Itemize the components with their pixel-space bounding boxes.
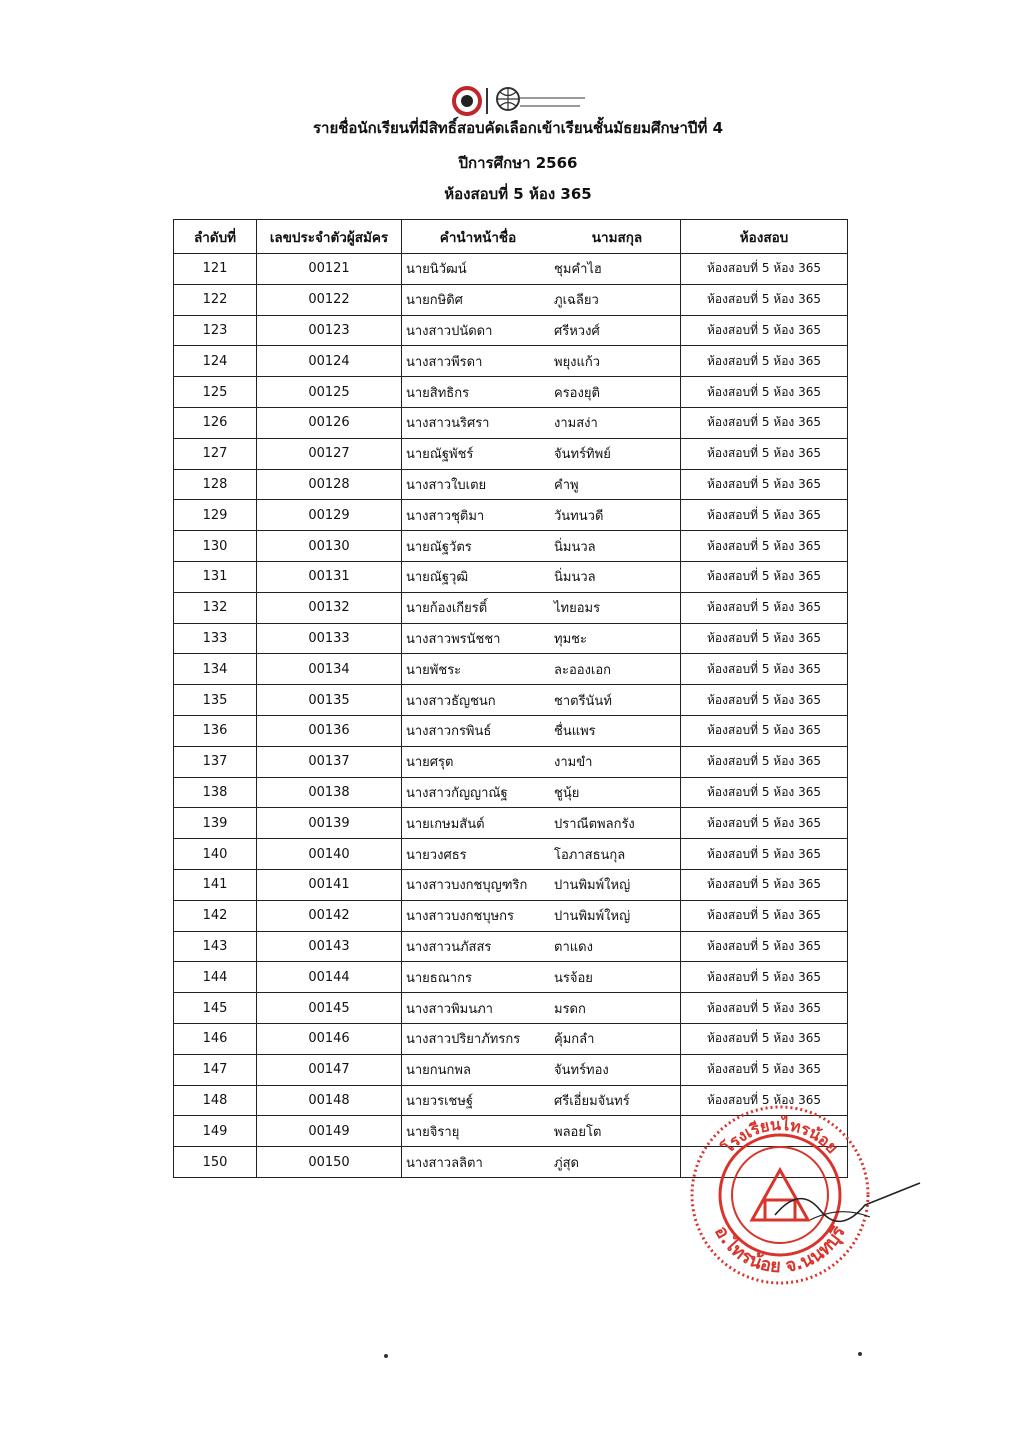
row-exam-room: ห้องสอบที่ 5 ห้อง 365 [681, 715, 848, 746]
row-name-cell [402, 1085, 681, 1116]
row-exam-room: ห้องสอบที่ 5 ห้อง 365 [681, 377, 848, 408]
row-name: นายธณากร [406, 970, 472, 986]
row-order: 136 [174, 715, 257, 746]
row-order: 124 [174, 346, 257, 377]
row-name-cell [402, 346, 681, 377]
table-row [174, 407, 848, 438]
row-applicant-id: 00137 [257, 746, 402, 777]
row-exam-room: ห้องสอบที่ 5 ห้อง 365 [681, 900, 848, 931]
row-order: 139 [174, 808, 257, 839]
row-applicant-id: 00142 [257, 900, 402, 931]
row-exam-room: ห้องสอบที่ 5 ห้อง 365 [681, 284, 848, 315]
row-applicant-id: 00144 [257, 962, 402, 993]
row-exam-room: ห้องสอบที่ 5 ห้อง 365 [681, 685, 848, 716]
row-applicant-id: 00150 [257, 1147, 402, 1178]
table-row [174, 531, 848, 562]
table-row [174, 346, 848, 377]
row-order: 128 [174, 469, 257, 500]
scan-dot [384, 1354, 388, 1358]
row-surname: ตาแดง [554, 939, 593, 955]
table-row [174, 654, 848, 685]
row-order: 149 [174, 1116, 257, 1147]
row-name-cell [402, 1054, 681, 1085]
row-order: 130 [174, 531, 257, 562]
row-surname: งามขำ [554, 755, 593, 771]
row-exam-room: ห้องสอบที่ 5 ห้อง 365 [681, 808, 848, 839]
row-exam-room: ห้องสอบที่ 5 ห้อง 365 [681, 438, 848, 469]
row-applicant-id: 00149 [257, 1116, 402, 1147]
row-name: นางสาวพิมนภา [406, 1001, 493, 1017]
row-name-cell [402, 839, 681, 870]
header-surname: นามสกุล [591, 229, 643, 246]
row-name: นางสาวบงกชบุญฑริก [406, 878, 528, 894]
stamp-top-text: โรงเรียนไทรน้อย [717, 1114, 842, 1158]
row-exam-room: ห้องสอบที่ 5 ห้อง 365 [681, 346, 848, 377]
row-name-cell [402, 900, 681, 931]
row-name: นางสาวใบเตย [406, 477, 487, 493]
row-name: นายจิรายุ [406, 1124, 460, 1140]
row-applicant-id: 00139 [257, 808, 402, 839]
row-exam-room: ห้องสอบที่ 5 ห้อง 365 [681, 746, 848, 777]
row-order: 135 [174, 685, 257, 716]
table-row [174, 715, 848, 746]
row-name: นางสาวลลิตา [406, 1155, 483, 1171]
row-name: นางสาวกัญญาณัฐ [406, 785, 508, 801]
row-exam-room: ห้องสอบที่ 5 ห้อง 365 [681, 500, 848, 531]
row-name: นางสาวชุติมา [406, 508, 485, 524]
row-order: 121 [174, 254, 257, 285]
stamp-bottom-text: อ.ไทรน้อย จ.นนทบุรี [710, 1222, 850, 1278]
row-name-cell [402, 623, 681, 654]
row-surname: ปานพิมพ์ใหญ่ [554, 878, 631, 894]
row-name-cell [402, 531, 681, 562]
row-surname: ครองยุติ [554, 385, 600, 401]
row-name-cell [402, 1116, 681, 1147]
row-name: นางสาวบงกชบุษกร [406, 909, 515, 925]
table-row [174, 685, 848, 716]
row-name-cell [402, 931, 681, 962]
row-surname: ชูนุ้ย [554, 785, 580, 801]
row-surname: ชาตรีนันท์ [554, 693, 612, 709]
row-order: 137 [174, 746, 257, 777]
row-name-cell [402, 592, 681, 623]
scan-dot [858, 1352, 862, 1356]
row-name: นางสาวธัญชนก [406, 693, 496, 709]
row-name: นางสาวนภัสสร [406, 939, 492, 955]
table-row [174, 1023, 848, 1054]
table-row [174, 377, 848, 408]
header-name: คำนำหน้าชื่อ [439, 229, 517, 246]
row-name: นายเกษมสันต์ [406, 816, 485, 832]
row-applicant-id: 00147 [257, 1054, 402, 1085]
header-name-group [402, 220, 681, 254]
row-applicant-id: 00127 [257, 438, 402, 469]
row-name: นายวงศธร [406, 847, 467, 863]
table-row [174, 315, 848, 346]
row-name: นางสาวพรนัชชา [406, 631, 501, 647]
row-order: 138 [174, 777, 257, 808]
row-applicant-id: 00133 [257, 623, 402, 654]
row-name-cell [402, 1147, 681, 1178]
row-order: 125 [174, 377, 257, 408]
row-name: นายสิทธิกร [406, 385, 470, 401]
row-surname: ภูเฉลียว [554, 293, 599, 309]
row-name: นายกษิดิศ [406, 293, 463, 309]
row-exam-room: ห้องสอบที่ 5 ห้อง 365 [681, 1085, 848, 1116]
row-name: นางสาวกรพินธ์ [406, 724, 492, 740]
header-order: ลำดับที่ [174, 220, 257, 254]
row-order: 148 [174, 1085, 257, 1116]
student-roster-table [173, 219, 848, 1178]
row-name-cell [402, 869, 681, 900]
row-order: 142 [174, 900, 257, 931]
row-exam-room: ห้องสอบที่ 5 ห้อง 365 [681, 561, 848, 592]
row-surname: ภู่สุด [554, 1155, 579, 1171]
row-order: 127 [174, 438, 257, 469]
row-order: 132 [174, 592, 257, 623]
row-name-cell [402, 561, 681, 592]
row-applicant-id: 00129 [257, 500, 402, 531]
row-order: 122 [174, 284, 257, 315]
row-exam-room: ห้องสอบที่ 5 ห้อง 365 [681, 623, 848, 654]
row-name: นายกนกพล [406, 1063, 471, 1079]
row-surname: พลอยโต [554, 1124, 602, 1140]
row-applicant-id: 00124 [257, 346, 402, 377]
row-applicant-id: 00132 [257, 592, 402, 623]
row-name-cell [402, 746, 681, 777]
row-name-cell [402, 469, 681, 500]
row-order: 129 [174, 500, 257, 531]
row-applicant-id: 00145 [257, 993, 402, 1024]
row-exam-room: ห้องสอบที่ 5 ห้อง 365 [681, 869, 848, 900]
row-name-cell [402, 407, 681, 438]
row-name: นางสาวปนัดดา [406, 323, 493, 339]
row-name-cell [402, 254, 681, 285]
signature [770, 1175, 930, 1235]
row-exam-room: ห้องสอบที่ 5 ห้อง 365 [681, 962, 848, 993]
row-exam-room: ห้องสอบที่ 5 ห้อง 365 [681, 254, 848, 285]
row-surname: ชุมคำไฮ [554, 262, 602, 278]
row-name-cell [402, 685, 681, 716]
row-name-cell [402, 284, 681, 315]
row-applicant-id: 00125 [257, 377, 402, 408]
row-surname: คำพู [554, 477, 579, 493]
row-applicant-id: 00134 [257, 654, 402, 685]
row-name-cell [402, 654, 681, 685]
table-row [174, 592, 848, 623]
academic-year: ปีการศึกษา 2566 [458, 154, 578, 172]
row-surname: ศรีหวงศ์ [554, 323, 600, 339]
table-row [174, 254, 848, 285]
row-order: 133 [174, 623, 257, 654]
row-order: 146 [174, 1023, 257, 1054]
row-name: นางสาวพีรดา [406, 354, 483, 370]
row-surname: นิ่มนวล [554, 539, 596, 555]
row-name-cell [402, 808, 681, 839]
row-name-cell [402, 438, 681, 469]
header-exam-room: ห้องสอบ [681, 220, 848, 254]
row-applicant-id: 00148 [257, 1085, 402, 1116]
table-row [174, 746, 848, 777]
row-order: 140 [174, 839, 257, 870]
row-name: นายนิวัฒน์ [406, 262, 467, 278]
row-surname: นรจ้อย [554, 970, 593, 986]
table-row [174, 500, 848, 531]
row-order: 150 [174, 1147, 257, 1178]
exam-room-heading: ห้องสอบที่ 5 ห้อง 365 [444, 185, 592, 203]
row-exam-room: ห้องสอบที่ 5 ห้อง 365 [681, 469, 848, 500]
header-applicant-id: เลขประจำตัวผู้สมัคร [257, 220, 402, 254]
row-surname: ปานพิมพ์ใหญ่ [554, 909, 631, 925]
table-row [174, 623, 848, 654]
row-surname: วันทนวดี [554, 508, 604, 524]
row-name-cell [402, 377, 681, 408]
row-surname: ปราณีตพลกรัง [554, 816, 635, 832]
row-name-cell [402, 715, 681, 746]
row-exam-room: ห้องสอบที่ 5 ห้อง 365 [681, 531, 848, 562]
row-order: 134 [174, 654, 257, 685]
row-name: นายก้องเกียรติ์ [406, 601, 488, 617]
row-name: นายณัฐวุฒิ [406, 570, 469, 586]
row-name: นายวรเชษฐ์ [406, 1093, 474, 1109]
table-row [174, 284, 848, 315]
table-row [174, 839, 848, 870]
row-order: 126 [174, 407, 257, 438]
row-applicant-id: 00123 [257, 315, 402, 346]
table-row [174, 469, 848, 500]
row-exam-room: ห้องสอบที่ 5 ห้อง 365 [681, 592, 848, 623]
table-row [174, 869, 848, 900]
table-row [174, 561, 848, 592]
row-applicant-id: 00136 [257, 715, 402, 746]
row-exam-room: ห้องสอบที่ 5 ห้อง 365 [681, 993, 848, 1024]
row-applicant-id: 00140 [257, 839, 402, 870]
row-surname: ละอองเอก [554, 662, 612, 678]
row-name-cell [402, 993, 681, 1024]
row-applicant-id: 00122 [257, 284, 402, 315]
row-name-cell [402, 1023, 681, 1054]
row-surname: คุ้มกลำ [554, 1032, 595, 1048]
row-name: นายพัชระ [406, 662, 462, 678]
table-row [174, 1054, 848, 1085]
row-surname: โอภาสธนกุล [554, 847, 626, 863]
row-surname: พยุงแก้ว [554, 354, 601, 370]
row-applicant-id: 00131 [257, 561, 402, 592]
row-name-cell [402, 315, 681, 346]
row-exam-room: ห้องสอบที่ 5 ห้อง 365 [681, 654, 848, 685]
row-applicant-id: 00126 [257, 407, 402, 438]
row-exam-room: ห้องสอบที่ 5 ห้อง 365 [681, 777, 848, 808]
row-order: 143 [174, 931, 257, 962]
row-name-cell [402, 777, 681, 808]
table-header-row [174, 220, 848, 254]
row-applicant-id: 00143 [257, 931, 402, 962]
row-order: 145 [174, 993, 257, 1024]
table-row [174, 900, 848, 931]
row-name: นายศรุต [406, 755, 454, 771]
row-exam-room: ห้องสอบที่ 5 ห้อง 365 [681, 839, 848, 870]
table-row [174, 993, 848, 1024]
row-name: นางสาวปริยาภัทรกร [406, 1032, 521, 1048]
row-exam-room: ห้องสอบที่ 5 ห้อง 365 [681, 407, 848, 438]
row-exam-room: ห้องสอบที่ 5 ห้อง 365 [681, 1023, 848, 1054]
row-applicant-id: 00138 [257, 777, 402, 808]
table-row [174, 808, 848, 839]
row-order: 147 [174, 1054, 257, 1085]
row-surname: จันทร์ทิพย์ [554, 447, 611, 463]
row-applicant-id: 00121 [257, 254, 402, 285]
table-row [174, 962, 848, 993]
row-surname: มรดก [554, 1001, 586, 1017]
row-applicant-id: 00135 [257, 685, 402, 716]
document-title: รายชื่อนักเรียนที่มีสิทธิ์สอบคัดเลือกเข้าเรียนชั้นมัธยมศึกษาปีที่ 4 [312, 119, 724, 137]
row-applicant-id: 00130 [257, 531, 402, 562]
row-surname: ทุมชะ [554, 631, 587, 647]
row-order: 144 [174, 962, 257, 993]
row-exam-room: ห้องสอบที่ 5 ห้อง 365 [681, 315, 848, 346]
row-applicant-id: 00141 [257, 869, 402, 900]
row-order: 123 [174, 315, 257, 346]
school-logo [450, 84, 590, 118]
row-name: นางสาวนริศรา [406, 416, 490, 432]
row-name: นายณัฐวัตร [406, 539, 472, 555]
row-surname: นิ่มนวล [554, 570, 596, 586]
row-surname: ศรีเอี่ยมจันทร์ [554, 1093, 630, 1109]
row-name-cell [402, 500, 681, 531]
row-applicant-id: 00146 [257, 1023, 402, 1054]
row-applicant-id: 00128 [257, 469, 402, 500]
row-name-cell [402, 962, 681, 993]
row-order: 141 [174, 869, 257, 900]
row-exam-room: ห้องสอบที่ 5 ห้อง 365 [681, 1054, 848, 1085]
row-order: 131 [174, 561, 257, 592]
table-row [174, 931, 848, 962]
row-surname: ชื่นแพร [554, 724, 596, 740]
table-row [174, 777, 848, 808]
row-surname: งามสง่า [554, 416, 598, 432]
row-surname: จันทร์ทอง [554, 1063, 609, 1079]
row-surname: ไทยอมร [554, 601, 601, 617]
table-row [174, 438, 848, 469]
row-name: นายณัฐพัชร์ [406, 447, 474, 463]
row-exam-room: ห้องสอบที่ 5 ห้อง 365 [681, 931, 848, 962]
